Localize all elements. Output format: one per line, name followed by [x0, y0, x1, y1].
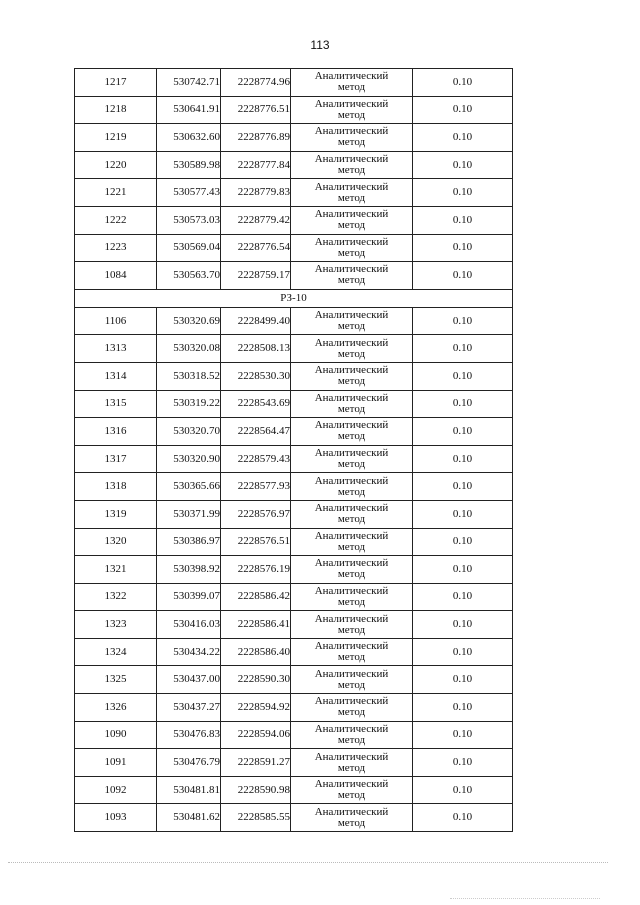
- method-line-2: метод: [337, 568, 366, 581]
- x-coordinate-cell: 530434.22: [157, 638, 221, 666]
- x-coordinate-cell: 530632.60: [157, 124, 221, 152]
- method-cell: [291, 362, 413, 390]
- method-cell: [291, 638, 413, 666]
- method-line-2: метод: [337, 513, 366, 526]
- method-line-2: метод: [337, 108, 366, 121]
- method-cell: [291, 804, 413, 832]
- x-coordinate-cell: 530573.03: [157, 206, 221, 234]
- y-coordinate-cell: 2228586.42: [221, 583, 291, 611]
- x-coordinate-cell: 530320.69: [157, 307, 221, 335]
- section-label: РЗ-10: [75, 289, 513, 307]
- accuracy-cell: 0.10: [413, 206, 513, 234]
- method-line-1: Аналитический: [314, 778, 389, 791]
- accuracy-cell: 0.10: [413, 556, 513, 584]
- table-row: [75, 151, 513, 179]
- method-line-2: метод: [337, 347, 366, 360]
- y-coordinate-cell: 2228776.89: [221, 124, 291, 152]
- x-coordinate-cell: 530371.99: [157, 500, 221, 528]
- y-coordinate-cell: 2228585.55: [221, 804, 291, 832]
- x-coordinate-cell: 530398.92: [157, 556, 221, 584]
- accuracy-cell: 0.10: [413, 611, 513, 639]
- accuracy-cell: 0.10: [413, 666, 513, 694]
- table-row: [75, 694, 513, 722]
- x-coordinate-cell: 530476.79: [157, 749, 221, 777]
- y-coordinate-cell: 2228508.13: [221, 335, 291, 363]
- x-coordinate-cell: 530416.03: [157, 611, 221, 639]
- accuracy-cell: 0.10: [413, 528, 513, 556]
- method-line-2: метод: [337, 458, 366, 471]
- method-line-1: Аналитический: [314, 364, 389, 377]
- accuracy-cell: 0.10: [413, 234, 513, 262]
- accuracy-cell: 0.10: [413, 262, 513, 290]
- section-header-row: [75, 289, 513, 307]
- y-coordinate-cell: 2228564.47: [221, 418, 291, 446]
- method-line-2: метод: [337, 623, 366, 636]
- method-line-2: метод: [337, 164, 366, 177]
- accuracy-cell: 0.10: [413, 694, 513, 722]
- method-cell: [291, 694, 413, 722]
- table-row: [75, 611, 513, 639]
- table-row: [75, 500, 513, 528]
- x-coordinate-cell: 530320.08: [157, 335, 221, 363]
- method-cell: [291, 611, 413, 639]
- point-number-cell: 1323: [75, 611, 157, 639]
- y-coordinate-cell: 2228586.41: [221, 611, 291, 639]
- x-coordinate-cell: 530365.66: [157, 473, 221, 501]
- method-cell: [291, 390, 413, 418]
- accuracy-cell: 0.10: [413, 804, 513, 832]
- method-cell: [291, 776, 413, 804]
- accuracy-cell: 0.10: [413, 721, 513, 749]
- method-line-1: Аналитический: [314, 97, 389, 110]
- x-coordinate-cell: 530320.70: [157, 418, 221, 446]
- accuracy-cell: 0.10: [413, 500, 513, 528]
- method-line-2: метод: [337, 789, 366, 802]
- x-coordinate-cell: 530386.97: [157, 528, 221, 556]
- method-cell: [291, 206, 413, 234]
- table-row: [75, 362, 513, 390]
- method-line-2: метод: [337, 706, 366, 719]
- point-number-cell: 1218: [75, 96, 157, 124]
- table-row: [75, 418, 513, 446]
- table-row: [75, 776, 513, 804]
- table-row: [75, 556, 513, 584]
- method-line-2: метод: [337, 816, 366, 829]
- method-line-1: Аналитический: [314, 125, 389, 138]
- method-cell: [291, 262, 413, 290]
- method-line-2: метод: [337, 540, 366, 553]
- y-coordinate-cell: 2228543.69: [221, 390, 291, 418]
- method-line-1: Аналитический: [314, 805, 389, 818]
- method-line-1: Аналитический: [314, 722, 389, 735]
- method-line-1: Аналитический: [314, 70, 389, 83]
- table-row: [75, 179, 513, 207]
- table-row: [75, 749, 513, 777]
- point-number-cell: 1318: [75, 473, 157, 501]
- method-line-1: Аналитический: [314, 474, 389, 487]
- accuracy-cell: 0.10: [413, 418, 513, 446]
- table-row: [75, 804, 513, 832]
- point-number-cell: 1321: [75, 556, 157, 584]
- point-number-cell: 1217: [75, 69, 157, 97]
- method-line-2: метод: [337, 136, 366, 149]
- accuracy-cell: 0.10: [413, 445, 513, 473]
- table-row: [75, 307, 513, 335]
- method-line-1: Аналитический: [314, 750, 389, 763]
- table-row: [75, 528, 513, 556]
- table-body-before-section: [75, 69, 513, 290]
- method-line-1: Аналитический: [314, 309, 389, 322]
- table-row: [75, 721, 513, 749]
- table-row: [75, 69, 513, 97]
- y-coordinate-cell: 2228576.97: [221, 500, 291, 528]
- accuracy-cell: 0.10: [413, 307, 513, 335]
- point-number-cell: 1316: [75, 418, 157, 446]
- method-cell: [291, 473, 413, 501]
- y-coordinate-cell: 2228590.30: [221, 666, 291, 694]
- method-line-1: Аналитический: [314, 263, 389, 276]
- method-cell: [291, 69, 413, 97]
- method-line-2: метод: [337, 733, 366, 746]
- method-line-1: Аналитический: [314, 208, 389, 221]
- method-line-1: Аналитический: [314, 447, 389, 460]
- accuracy-cell: 0.10: [413, 96, 513, 124]
- accuracy-cell: 0.10: [413, 776, 513, 804]
- y-coordinate-cell: 2228591.27: [221, 749, 291, 777]
- point-number-cell: 1324: [75, 638, 157, 666]
- point-number-cell: 1317: [75, 445, 157, 473]
- method-line-1: Аналитический: [314, 391, 389, 404]
- point-number-cell: 1320: [75, 528, 157, 556]
- method-cell: [291, 307, 413, 335]
- x-coordinate-cell: 530320.90: [157, 445, 221, 473]
- method-cell: [291, 96, 413, 124]
- method-cell: [291, 445, 413, 473]
- method-cell: [291, 528, 413, 556]
- method-cell: [291, 151, 413, 179]
- method-line-1: Аналитический: [314, 235, 389, 248]
- table-row: [75, 335, 513, 363]
- method-cell: [291, 666, 413, 694]
- method-line-1: Аналитический: [314, 584, 389, 597]
- x-coordinate-cell: 530437.00: [157, 666, 221, 694]
- point-number-cell: 1219: [75, 124, 157, 152]
- y-coordinate-cell: 2228590.98: [221, 776, 291, 804]
- y-coordinate-cell: 2228759.17: [221, 262, 291, 290]
- x-coordinate-cell: 530589.98: [157, 151, 221, 179]
- y-coordinate-cell: 2228499.40: [221, 307, 291, 335]
- method-line-2: метод: [337, 320, 366, 333]
- method-line-2: метод: [337, 678, 366, 691]
- point-number-cell: 1322: [75, 583, 157, 611]
- method-line-2: метод: [337, 651, 366, 664]
- table-row: [75, 124, 513, 152]
- x-coordinate-cell: 530641.91: [157, 96, 221, 124]
- table-row: [75, 262, 513, 290]
- x-coordinate-cell: 530481.81: [157, 776, 221, 804]
- method-cell: [291, 500, 413, 528]
- x-coordinate-cell: 530319.22: [157, 390, 221, 418]
- point-number-cell: 1106: [75, 307, 157, 335]
- method-line-2: метод: [337, 219, 366, 232]
- point-number-cell: 1319: [75, 500, 157, 528]
- accuracy-cell: 0.10: [413, 335, 513, 363]
- method-cell: [291, 721, 413, 749]
- point-number-cell: 1090: [75, 721, 157, 749]
- point-number-cell: 1326: [75, 694, 157, 722]
- table-row: [75, 583, 513, 611]
- y-coordinate-cell: 2228594.06: [221, 721, 291, 749]
- accuracy-cell: 0.10: [413, 473, 513, 501]
- method-line-1: Аналитический: [314, 153, 389, 166]
- point-number-cell: 1313: [75, 335, 157, 363]
- x-coordinate-cell: 530399.07: [157, 583, 221, 611]
- y-coordinate-cell: 2228779.42: [221, 206, 291, 234]
- point-number-cell: 1093: [75, 804, 157, 832]
- y-coordinate-cell: 2228776.51: [221, 96, 291, 124]
- y-coordinate-cell: 2228594.92: [221, 694, 291, 722]
- coordinates-table: [74, 68, 513, 832]
- y-coordinate-cell: 2228586.40: [221, 638, 291, 666]
- method-line-1: Аналитический: [314, 529, 389, 542]
- method-line-1: Аналитический: [314, 419, 389, 432]
- y-coordinate-cell: 2228776.54: [221, 234, 291, 262]
- point-number-cell: 1091: [75, 749, 157, 777]
- point-number-cell: 1221: [75, 179, 157, 207]
- x-coordinate-cell: 530742.71: [157, 69, 221, 97]
- method-line-2: метод: [337, 430, 366, 443]
- method-line-2: метод: [337, 402, 366, 415]
- x-coordinate-cell: 530481.62: [157, 804, 221, 832]
- accuracy-cell: 0.10: [413, 151, 513, 179]
- method-cell: [291, 234, 413, 262]
- method-line-1: Аналитический: [314, 557, 389, 570]
- table-row: [75, 206, 513, 234]
- point-number-cell: 1222: [75, 206, 157, 234]
- page-number: 113: [310, 38, 330, 52]
- point-number-cell: 1325: [75, 666, 157, 694]
- method-cell: [291, 749, 413, 777]
- y-coordinate-cell: 2228530.30: [221, 362, 291, 390]
- x-coordinate-cell: 530476.83: [157, 721, 221, 749]
- y-coordinate-cell: 2228777.84: [221, 151, 291, 179]
- accuracy-cell: 0.10: [413, 638, 513, 666]
- y-coordinate-cell: 2228576.19: [221, 556, 291, 584]
- table-body-after-section: [75, 307, 513, 831]
- method-line-2: метод: [337, 485, 366, 498]
- accuracy-cell: 0.10: [413, 124, 513, 152]
- accuracy-cell: 0.10: [413, 583, 513, 611]
- y-coordinate-cell: 2228774.96: [221, 69, 291, 97]
- y-coordinate-cell: 2228779.83: [221, 179, 291, 207]
- accuracy-cell: 0.10: [413, 390, 513, 418]
- table-row: [75, 234, 513, 262]
- table-row: [75, 473, 513, 501]
- method-line-2: метод: [337, 246, 366, 259]
- method-cell: [291, 124, 413, 152]
- point-number-cell: 1314: [75, 362, 157, 390]
- method-line-1: Аналитический: [314, 502, 389, 515]
- method-cell: [291, 418, 413, 446]
- method-line-1: Аналитический: [314, 336, 389, 349]
- point-number-cell: 1315: [75, 390, 157, 418]
- method-line-1: Аналитический: [314, 667, 389, 680]
- x-coordinate-cell: 530318.52: [157, 362, 221, 390]
- table-row: [75, 638, 513, 666]
- method-line-2: метод: [337, 274, 366, 287]
- method-cell: [291, 335, 413, 363]
- table-row: [75, 96, 513, 124]
- accuracy-cell: 0.10: [413, 69, 513, 97]
- accuracy-cell: 0.10: [413, 749, 513, 777]
- point-number-cell: 1223: [75, 234, 157, 262]
- point-number-cell: 1092: [75, 776, 157, 804]
- method-line-1: Аналитический: [314, 695, 389, 708]
- accuracy-cell: 0.10: [413, 362, 513, 390]
- x-coordinate-cell: 530577.43: [157, 179, 221, 207]
- table-row: [75, 666, 513, 694]
- method-line-1: Аналитический: [314, 640, 389, 653]
- x-coordinate-cell: 530437.27: [157, 694, 221, 722]
- method-line-2: метод: [337, 761, 366, 774]
- point-number-cell: 1084: [75, 262, 157, 290]
- x-coordinate-cell: 530563.70: [157, 262, 221, 290]
- y-coordinate-cell: 2228577.93: [221, 473, 291, 501]
- y-coordinate-cell: 2228579.43: [221, 445, 291, 473]
- table-row: [75, 390, 513, 418]
- point-number-cell: 1220: [75, 151, 157, 179]
- accuracy-cell: 0.10: [413, 179, 513, 207]
- scan-artifact-line: [450, 898, 600, 900]
- method-line-2: метод: [337, 595, 366, 608]
- scan-artifact-line: [8, 862, 608, 864]
- method-line-2: метод: [337, 375, 366, 388]
- method-line-1: Аналитический: [314, 612, 389, 625]
- y-coordinate-cell: 2228576.51: [221, 528, 291, 556]
- x-coordinate-cell: 530569.04: [157, 234, 221, 262]
- method-line-2: метод: [337, 81, 366, 94]
- table-row: [75, 445, 513, 473]
- method-cell: [291, 179, 413, 207]
- method-cell: [291, 583, 413, 611]
- method-line-1: Аналитический: [314, 180, 389, 193]
- method-line-2: метод: [337, 191, 366, 204]
- method-cell: [291, 556, 413, 584]
